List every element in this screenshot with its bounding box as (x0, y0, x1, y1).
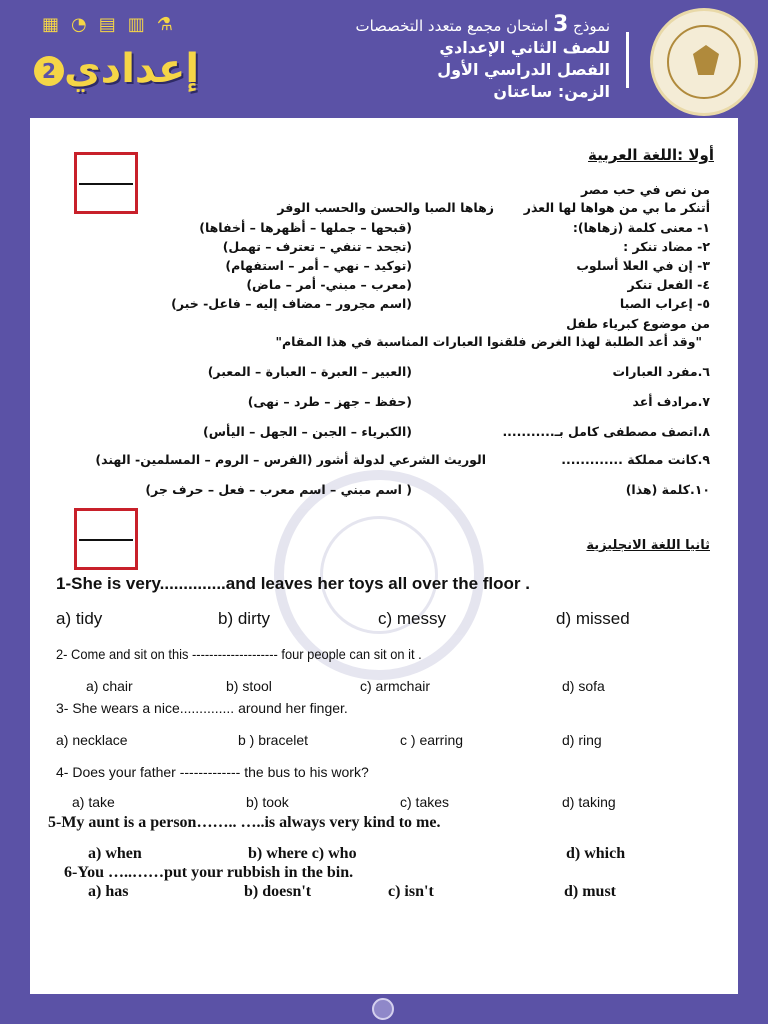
answer-option[interactable]: d) sofa (562, 678, 605, 694)
page-header (0, 0, 768, 120)
brand-grade-number: 2 (34, 56, 64, 86)
arabic-options: (العبير – العبرة – العبارة – المعبر) (207, 364, 412, 379)
answer-option[interactable]: a) chair (86, 678, 133, 694)
answer-option[interactable]: a) when (88, 845, 142, 862)
arabic-options: (اسم مجرور – مضاف إليه – فاعل- خبر) (171, 296, 412, 311)
answer-option[interactable]: a) has (88, 883, 129, 900)
answer-option[interactable]: a) necklace (56, 732, 128, 748)
arabic-section-title: أولا :اللغة العربية (588, 146, 714, 164)
answer-option[interactable]: d) must (564, 883, 617, 900)
exam-title-prefix: نموذج (573, 17, 610, 35)
arabic-question: ١- معنى كلمة (زهاها): (572, 220, 710, 235)
footer-logo-icon (372, 998, 394, 1020)
school-icons (42, 14, 173, 35)
term-label: الفصل الدراسي الأول (437, 60, 610, 79)
arabic-question: ٨.اتصف مصطفى كامل بـ........... (502, 424, 710, 439)
ministry-seal (650, 8, 758, 116)
question-3: 3- She wears a nice.............. around her finger. (56, 700, 348, 716)
arabic-quote: "وقد أعد الطلبة لهذا الغرض فلقنوا العبارات المناسبة في هذا المقام" (275, 334, 702, 349)
question-4: 4- Does your father ------------- the bus to his work? (56, 764, 369, 780)
exam-paper (30, 118, 738, 994)
answer-option[interactable]: c) isn't (388, 883, 434, 900)
answer-option[interactable]: c ) earring (400, 732, 464, 748)
score-box-line (79, 539, 133, 541)
answer-option[interactable]: a) take (72, 794, 115, 810)
verse-right: أتنكر ما بي من هواها لها العذر (523, 200, 710, 215)
answer-option[interactable]: b) stool (226, 678, 272, 694)
answer-option[interactable]: d) which (566, 845, 626, 862)
exam-number: 3 (552, 12, 569, 37)
notebook-icon: ▥ (127, 14, 145, 35)
arabic-question: ٤- الفعل تنكر (627, 277, 710, 292)
question-5: 5-My aunt is a person…….. …..is always very kind to me. (48, 814, 441, 831)
english-score-box (74, 508, 138, 570)
arabic-intro: من نص في حب مصر (580, 182, 710, 197)
arabic-question: ١٠.كلمة (هذا) (625, 482, 710, 497)
brand-word: إعدادي (64, 46, 200, 92)
answer-option[interactable]: d) missed (556, 609, 630, 628)
question-2: 2- Come and sit on this -------------------- four people can sit on it . (56, 646, 422, 662)
arabic-topic: من موضوع كبرياء طفل (566, 316, 710, 331)
arabic-options: (توكيد – نهي – أمر – استفهام) (225, 258, 412, 273)
answer-option[interactable]: b ) bracelet (238, 732, 309, 748)
arabic-options: (معرب – مبني- أمر – ماض) (246, 277, 412, 292)
arabic-question: ٧.مرادف أعد (632, 394, 710, 409)
answer-option[interactable]: c) messy (378, 609, 446, 628)
arabic-options: (حفظ – جهز – طرد – نهى) (247, 394, 412, 409)
calculator-icon: ▦ (42, 14, 60, 35)
arabic-question: ٥- إعراب الصبا (619, 296, 710, 311)
arabic-options: الوريث الشرعي لدولة أشور (الفرس – الروم – المسلمين- الهند) (95, 452, 486, 467)
arabic-options: (تجحد – تنفي – تعترف – تهمل) (222, 239, 412, 254)
arabic-question: ٢- مضاد تنكر : (623, 239, 710, 254)
arabic-question: ٦.مفرد العبارات (612, 364, 710, 379)
answer-option[interactable]: c) takes (400, 794, 450, 810)
brand-logo (28, 10, 200, 110)
answer-option[interactable]: b) dirty (218, 609, 270, 628)
answer-option[interactable]: d) ring (562, 732, 602, 748)
answer-option[interactable]: b) where c) who (248, 845, 357, 862)
arabic-question: ٣- إن في العلا أسلوب (576, 258, 710, 273)
arabic-score-box (74, 152, 138, 214)
answer-option[interactable]: c) armchair (360, 678, 431, 694)
header-divider (626, 32, 629, 88)
arabic-question: ٩.كانت مملكة ............. (561, 452, 710, 467)
answer-option[interactable]: b) took (246, 794, 289, 810)
answer-option[interactable]: d) taking (562, 794, 616, 810)
score-box-line (79, 183, 133, 185)
arabic-options: (الكبرياء – الجبن – الجهل – اليأس) (203, 424, 412, 439)
english-section-title: ثانيا اللغة الانجليزية (586, 538, 710, 553)
verse-left: زهاها الصبا والحسن والحسب الوفر (277, 200, 494, 215)
question-1: 1-She is very..............and leaves her toys all over the floor . (56, 574, 530, 593)
answer-option[interactable]: a) tidy (56, 609, 103, 628)
book-icon: ▤ (98, 14, 116, 35)
flask-icon: ⚗ (156, 14, 173, 35)
chart-icon: ◔ (71, 14, 87, 35)
question-6: 6-You …..……put your rubbish in the bin. (64, 864, 354, 881)
arabic-options: ( اسم مبني – اسم معرب – فعل – حرف جر) (145, 482, 412, 497)
grade-label: للصف الثاني الإعدادي (439, 38, 610, 57)
arabic-options: (قبحها – جملها – أظهرها – أخفاها) (199, 220, 412, 235)
exam-title (355, 12, 610, 37)
exam-title-suffix: امتحان مجمع متعدد التخصصات (355, 17, 549, 35)
answer-option[interactable]: b) doesn't (244, 883, 312, 900)
time-label: الزمن: ساعتان (493, 82, 610, 101)
